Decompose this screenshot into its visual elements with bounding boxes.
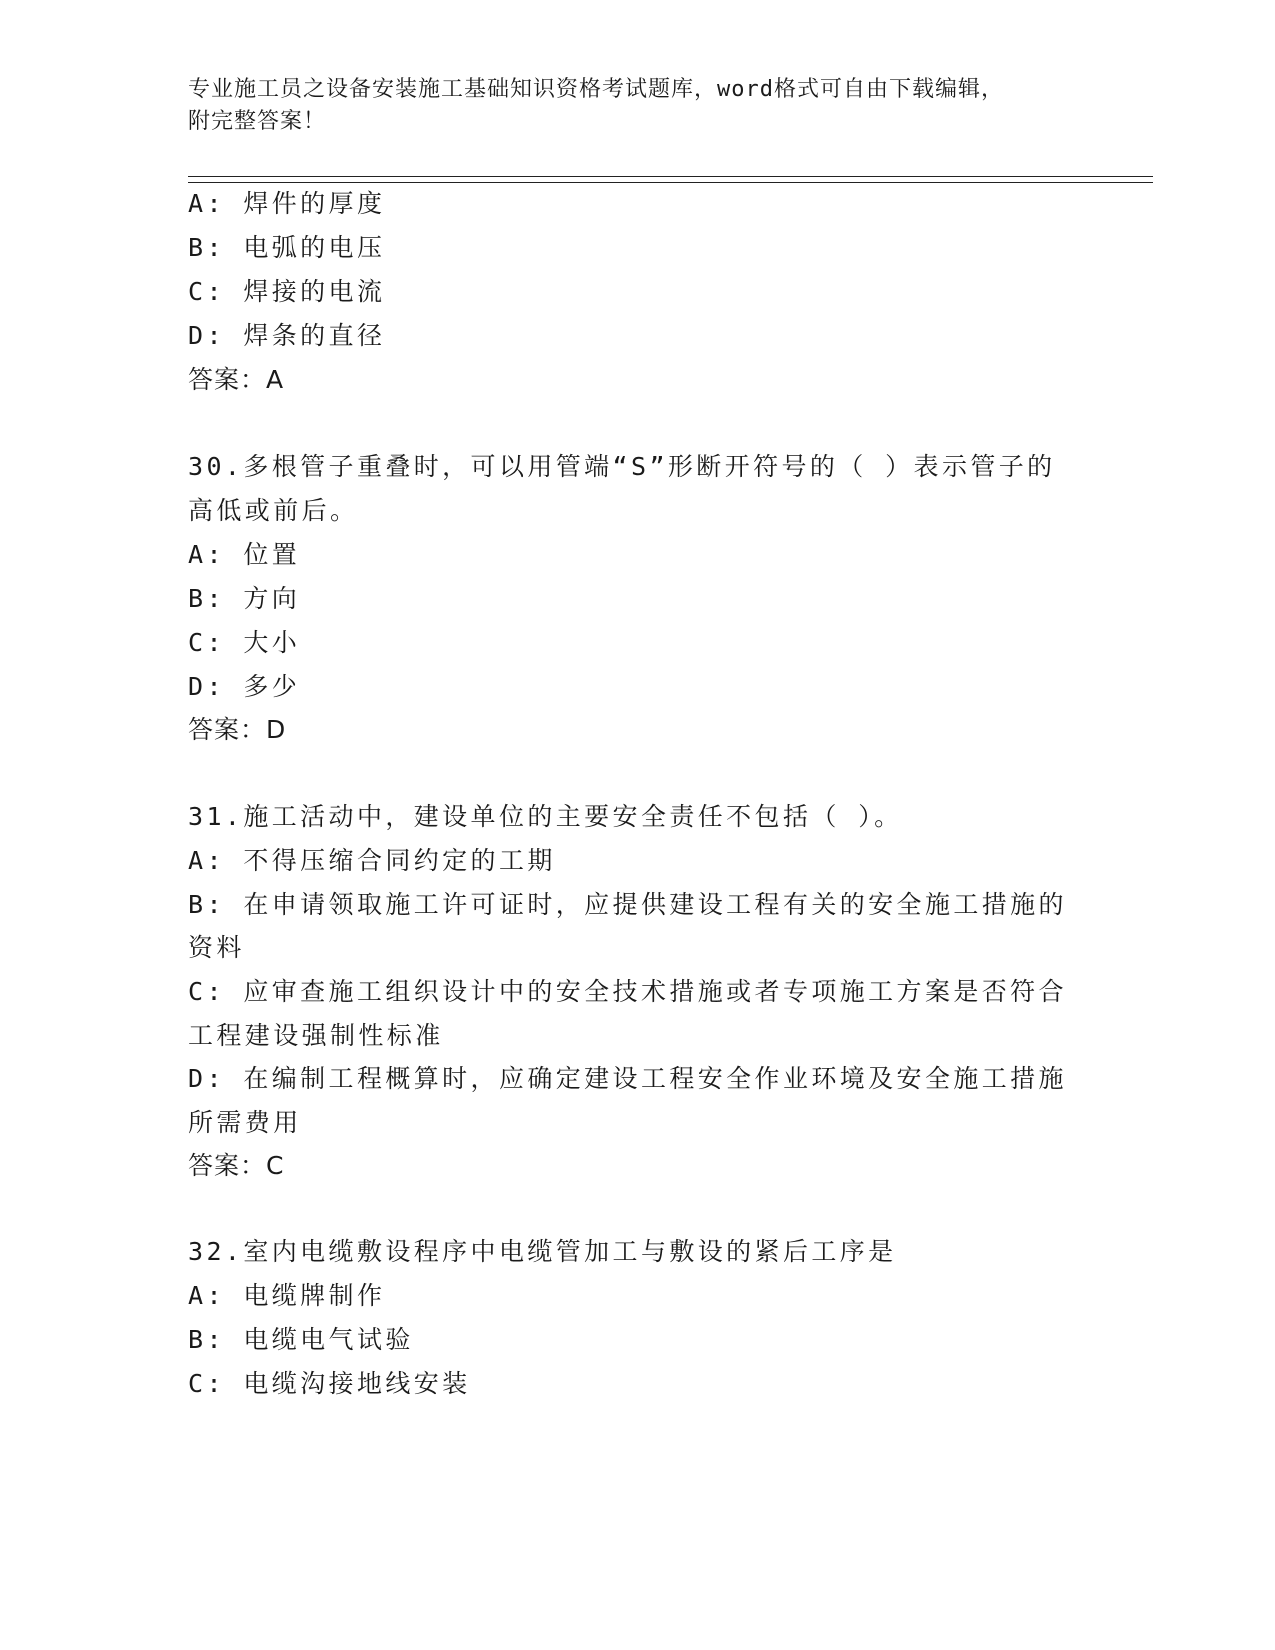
- option-b: B: 电弧的电压: [188, 233, 386, 262]
- option-b: B: 电缆电气试验: [188, 1325, 414, 1354]
- question-stem: 31.施工活动中，建设单位的主要安全责任不包括（ ）。: [188, 802, 903, 831]
- option-c: 工程建设强制性标准: [188, 1021, 444, 1050]
- header-divider: [188, 182, 1153, 183]
- option-a: A: 不得压缩合同约定的工期: [188, 846, 556, 875]
- option-b: B: 在申请领取施工许可证时，应提供建设工程有关的安全施工措施的: [188, 890, 1067, 919]
- header-line: 附完整答案！: [188, 109, 327, 134]
- option-b: 资料: [188, 933, 245, 962]
- question-stem: 高低或前后。: [188, 496, 359, 525]
- option-d: 所需费用: [188, 1108, 302, 1137]
- option-b: B: 方向: [188, 584, 301, 613]
- option-a: A: 焊件的厚度: [188, 189, 386, 218]
- option-a: A: 位置: [188, 540, 301, 569]
- option-c: C: 应审查施工组织设计中的安全技术措施或者专项施工方案是否符合: [188, 977, 1067, 1006]
- question-stem: 30.多根管子重叠时，可以用管端“S”形断开符号的（ ）表示管子的: [188, 452, 1056, 481]
- answer: 答案：A: [188, 365, 285, 394]
- answer: 答案：D: [188, 715, 287, 744]
- header-divider: [188, 176, 1153, 177]
- option-d: D: 多少: [188, 672, 301, 701]
- option-c: C: 电缆沟接地线安装: [188, 1369, 471, 1398]
- option-a: A: 电缆牌制作: [188, 1281, 386, 1310]
- question-stem: 32.室内电缆敷设程序中电缆管加工与敷设的紧后工序是: [188, 1237, 897, 1266]
- header-line: 专业施工员之设备安装施工基础知识资格考试题库，word格式可自由下载编辑，: [188, 77, 1004, 102]
- option-d: D: 焊条的直径: [188, 321, 386, 350]
- option-c: C: 大小: [188, 628, 301, 657]
- document-header: [188, 74, 1068, 138]
- answer: 答案：C: [188, 1151, 285, 1180]
- option-d: D: 在编制工程概算时，应确定建设工程安全作业环境及安全施工措施: [188, 1064, 1067, 1093]
- option-c: C: 焊接的电流: [188, 277, 386, 306]
